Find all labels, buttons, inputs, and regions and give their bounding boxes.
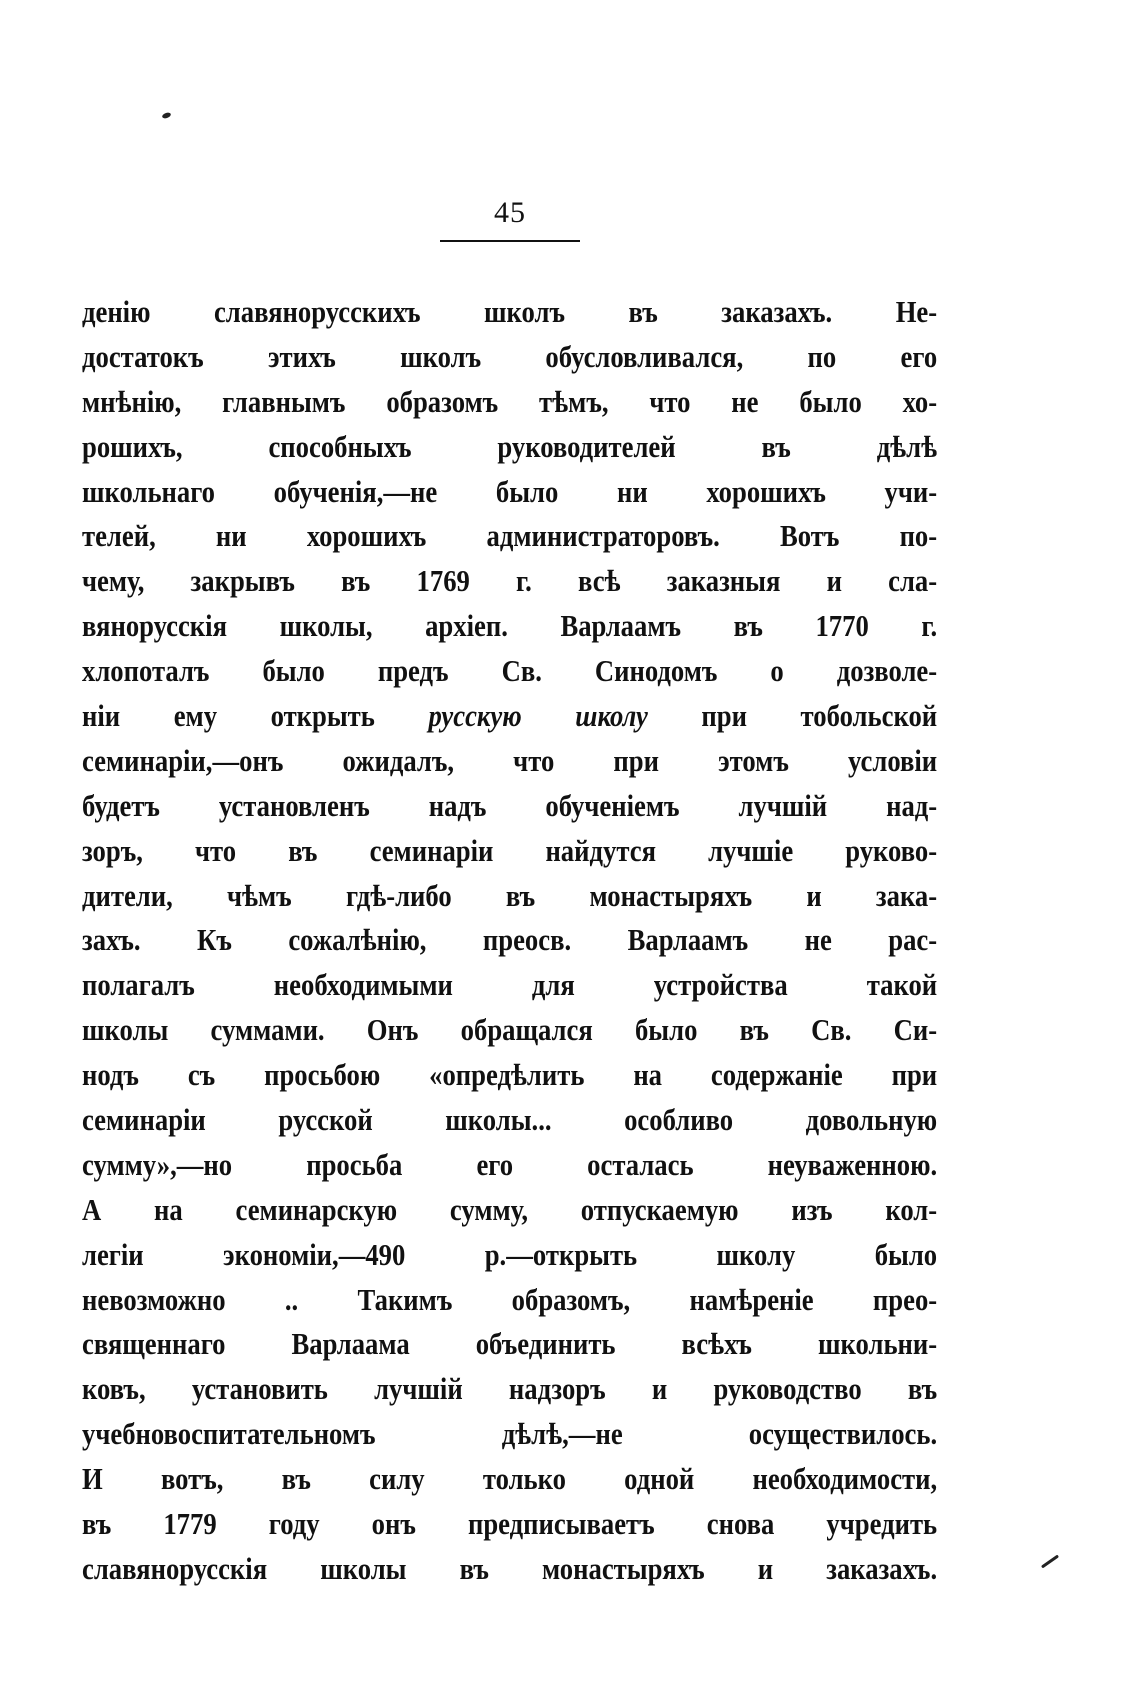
ink-speck bbox=[161, 112, 171, 120]
text-line: рошихъ, способныхъ руководителей въ дѣлѣ bbox=[82, 428, 938, 464]
text-line: школьнаго обученiя,—не было ни хорошихъ учи- bbox=[82, 473, 938, 509]
text-line: захъ. Къ сожалѣнiю, преосв. Варлаамъ не рас- bbox=[82, 922, 938, 958]
text-line: легiи экономiи,—490 р.—открыть школу было bbox=[82, 1236, 938, 1272]
text-line: въ 1779 году онъ предписываетъ снова учредить bbox=[82, 1506, 938, 1542]
text-line: нiи ему открыть русскую школу при тобольской bbox=[82, 698, 938, 734]
text-line: мнѣнiю, главнымъ образомъ тѣмъ, что не было хо- bbox=[82, 383, 938, 419]
text-line: дители, чѣмъ гдѣ-либо въ монастыряхъ и зака- bbox=[82, 877, 938, 913]
text-line: зоръ, что въ семинарiи найдутся лучшiе руково- bbox=[82, 832, 938, 868]
text-line: хлопоталъ было предъ Св. Синодомъ о дозволе- bbox=[82, 653, 938, 689]
text-line: будетъ установленъ надъ обученiемъ лучшiй над- bbox=[82, 787, 938, 823]
text-line: А на семинарскую сумму, отпускаемую изъ кол- bbox=[82, 1191, 938, 1227]
text-line: чему, закрывъ въ 1769 г. всѣ заказныя и сла- bbox=[82, 563, 938, 599]
text-line: полагалъ необходимыми для устройства такой bbox=[82, 967, 938, 1003]
text-line: достатокъ этихъ школъ обусловливался, по его bbox=[82, 338, 938, 374]
text-line: учебновоспитательномъ дѣлѣ,—не осуществилось. bbox=[82, 1416, 938, 1452]
page-number: 45 bbox=[494, 196, 526, 229]
text-line: нодъ съ просьбою «опредѣлить на содержанiе при bbox=[82, 1057, 938, 1093]
text-line: сумму»,—но просьба его осталась неуваженною. bbox=[82, 1146, 938, 1182]
text-line: И вотъ, въ силу только одной необходимости, bbox=[82, 1461, 938, 1497]
text-line: денiю славянорусскихъ школъ въ заказахъ. Не- bbox=[82, 294, 938, 329]
text-line: славянорусскiя школы въ монастыряхъ и заказахъ. bbox=[82, 1550, 938, 1586]
italic-phrase: русскую школу bbox=[428, 698, 648, 734]
text-line: семинарiи,—онъ ожидалъ, что при этомъ условiи bbox=[82, 742, 938, 778]
text-line: вянорусскiя школы, архiеп. Варлаамъ въ 1770 г. bbox=[82, 608, 938, 644]
ink-speck bbox=[1041, 1555, 1059, 1569]
body-text bbox=[82, 290, 937, 1592]
text-line: школы суммами. Онъ обращался было въ Св. Си- bbox=[82, 1012, 938, 1048]
text-line: священнаго Варлаама объединить всѣхъ школьни- bbox=[82, 1326, 938, 1362]
text-line: невозможно .. Такимъ образомъ, намѣренiе прео- bbox=[82, 1281, 938, 1317]
page-number-rule bbox=[440, 240, 580, 242]
text-line: семинарiи русской школы... особливо довольную bbox=[82, 1102, 938, 1138]
text-line: телей, ни хорошихъ администраторовъ. Вотъ по- bbox=[82, 518, 938, 554]
text-line: ковъ, установить лучшiй надзоръ и руководство въ bbox=[82, 1371, 938, 1407]
